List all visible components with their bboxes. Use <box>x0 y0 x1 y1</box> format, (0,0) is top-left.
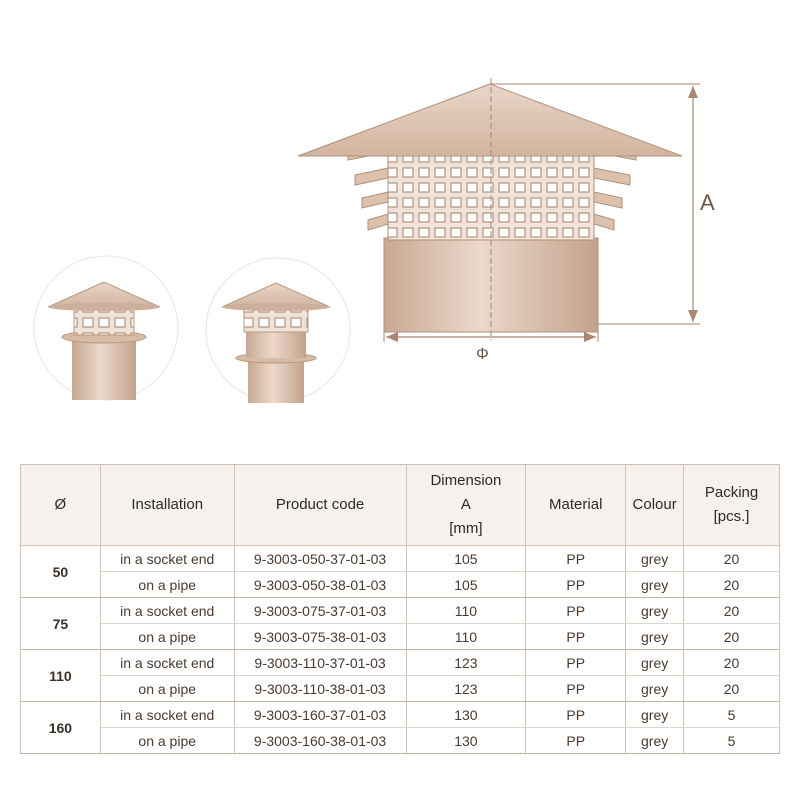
material-cell: PP <box>526 728 626 754</box>
packing-cell: 20 <box>684 546 780 572</box>
installation-cell: on a pipe <box>100 572 234 598</box>
dimension-cell: 123 <box>406 676 526 702</box>
table-header-row <box>21 465 780 546</box>
table-row <box>21 676 780 702</box>
product-code-cell: 9-3003-075-37-01-03 <box>234 598 406 624</box>
installation-cell: in a socket end <box>100 546 234 572</box>
material-cell: PP <box>526 624 626 650</box>
colour-cell: grey <box>626 598 684 624</box>
header-material: Material <box>526 465 626 546</box>
material-cell: PP <box>526 546 626 572</box>
product-code-cell: 9-3003-050-37-01-03 <box>234 546 406 572</box>
dimension-cell: 130 <box>406 702 526 728</box>
header-dimension-line3: [mm] <box>449 520 483 537</box>
header-dimension-line1: Dimension <box>430 472 502 489</box>
packing-cell: 20 <box>684 572 780 598</box>
installation-cell: on a pipe <box>100 624 234 650</box>
dimension-cell: 130 <box>406 728 526 754</box>
table-row <box>21 598 780 624</box>
header-dimension <box>406 465 526 546</box>
material-cell: PP <box>526 650 626 676</box>
dimension-cell: 123 <box>406 650 526 676</box>
packing-cell: 5 <box>684 728 780 754</box>
header-packing <box>684 465 780 546</box>
dimension-a-label: A <box>700 190 715 215</box>
packing-cell: 20 <box>684 650 780 676</box>
colour-cell: grey <box>626 650 684 676</box>
installation-cell: in a socket end <box>100 598 234 624</box>
packing-cell: 20 <box>684 676 780 702</box>
spec-table <box>20 464 780 754</box>
table-row <box>21 546 780 572</box>
product-code-cell: 9-3003-160-37-01-03 <box>234 702 406 728</box>
header-installation: Installation <box>100 465 234 546</box>
dimension-diameter-label: Φ <box>476 346 489 363</box>
vent-cap-pipe-icon <box>206 258 350 403</box>
dimension-cell: 105 <box>406 572 526 598</box>
header-packing-line2: [pcs.] <box>713 508 750 525</box>
table-row <box>21 624 780 650</box>
header-dimension-line2: A <box>460 496 471 513</box>
diameter-cell: 50 <box>21 546 101 598</box>
colour-cell: grey <box>626 728 684 754</box>
dimension-cell: 110 <box>406 598 526 624</box>
material-cell: PP <box>526 702 626 728</box>
diameter-cell: 160 <box>21 702 101 754</box>
colour-cell: grey <box>626 572 684 598</box>
header-diameter: Ø <box>21 465 101 546</box>
installation-cell: on a pipe <box>100 676 234 702</box>
diameter-cell: 110 <box>21 650 101 702</box>
installation-cell: in a socket end <box>100 702 234 728</box>
dimension-cell: 105 <box>406 546 526 572</box>
material-cell: PP <box>526 598 626 624</box>
dimension-cell: 110 <box>406 624 526 650</box>
colour-cell: grey <box>626 546 684 572</box>
table-row <box>21 650 780 676</box>
header-packing-line1: Packing <box>704 484 759 501</box>
vent-cap-socket-icon <box>34 256 178 400</box>
table-row <box>21 702 780 728</box>
colour-cell: grey <box>626 624 684 650</box>
product-code-cell: 9-3003-160-38-01-03 <box>234 728 406 754</box>
product-code-cell: 9-3003-075-38-01-03 <box>234 624 406 650</box>
product-code-cell: 9-3003-050-38-01-03 <box>234 572 406 598</box>
material-cell: PP <box>526 676 626 702</box>
vent-cap-drawing-icon <box>298 78 715 363</box>
packing-cell: 20 <box>684 598 780 624</box>
product-code-cell: 9-3003-110-38-01-03 <box>234 676 406 702</box>
product-code-cell: 9-3003-110-37-01-03 <box>234 650 406 676</box>
header-colour: Colour <box>626 465 684 546</box>
installation-cell: in a socket end <box>100 650 234 676</box>
packing-cell: 20 <box>684 624 780 650</box>
colour-cell: grey <box>626 702 684 728</box>
table-row <box>21 572 780 598</box>
material-cell: PP <box>526 572 626 598</box>
header-product-code: Product code <box>234 465 406 546</box>
installation-cell: on a pipe <box>100 728 234 754</box>
diameter-cell: 75 <box>21 598 101 650</box>
colour-cell: grey <box>626 676 684 702</box>
packing-cell: 5 <box>684 702 780 728</box>
table-row <box>21 728 780 754</box>
